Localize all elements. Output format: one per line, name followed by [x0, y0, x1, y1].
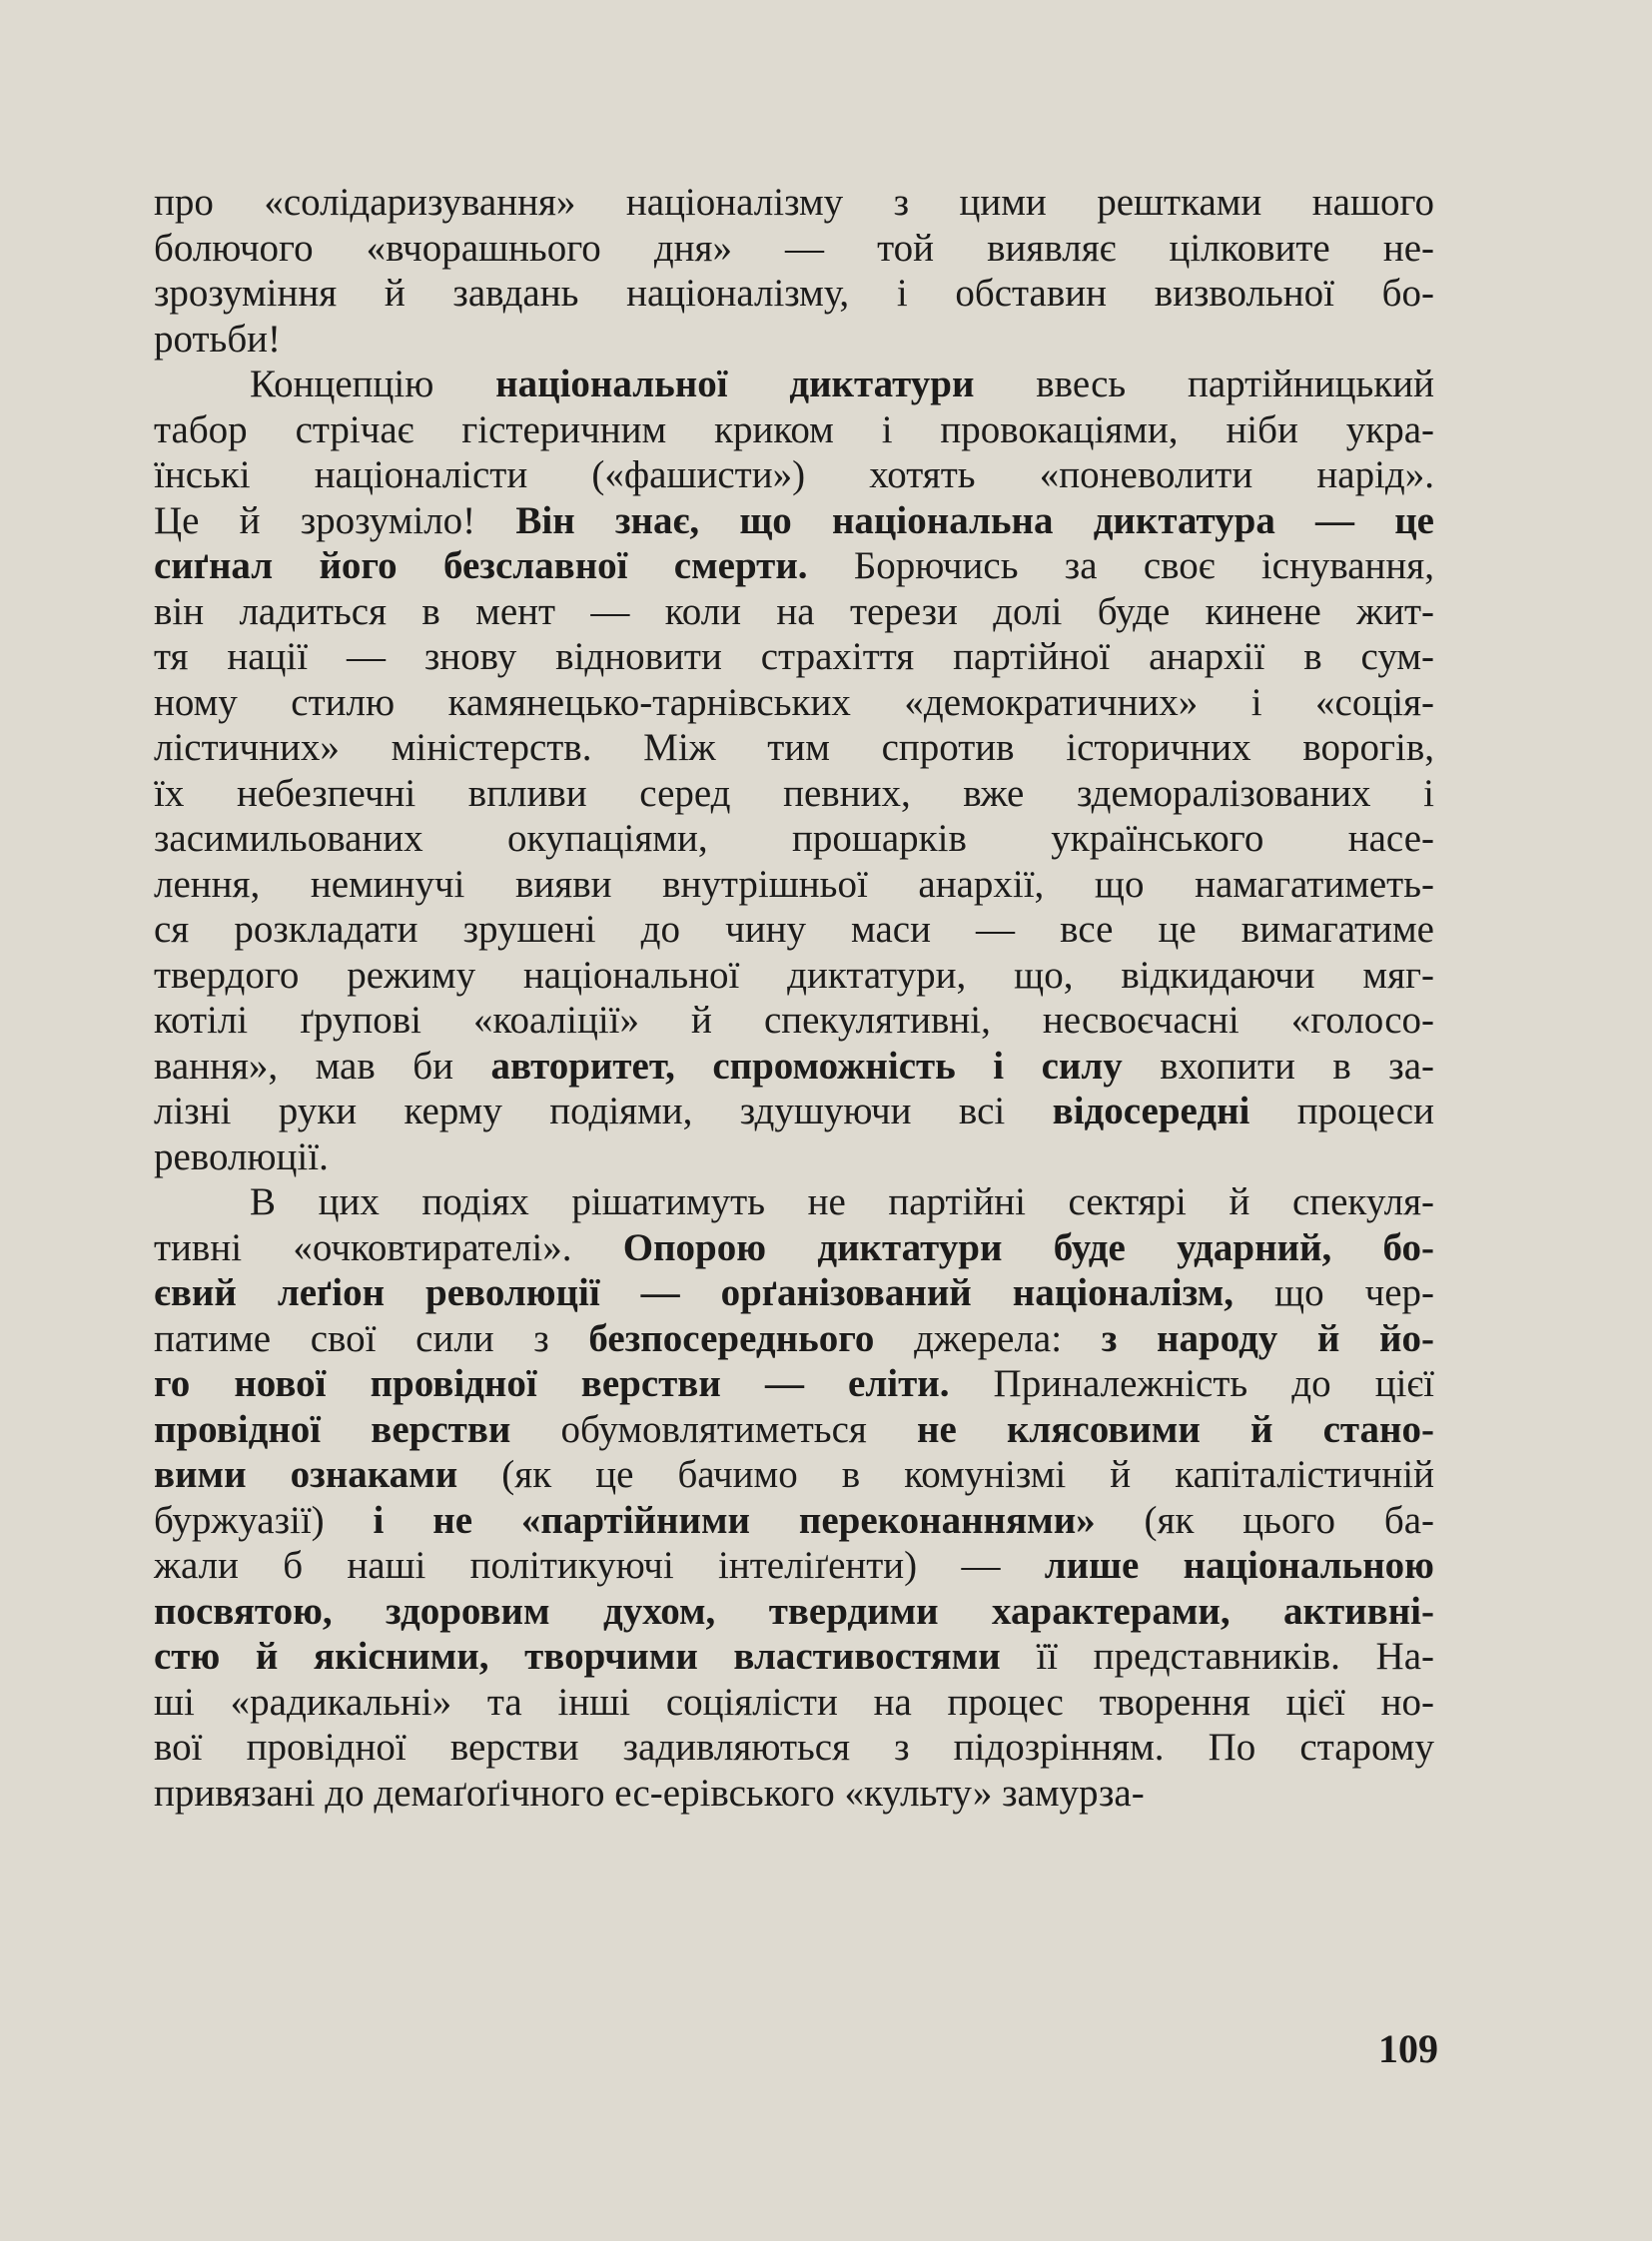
text-line	[154, 1680, 1434, 1726]
bold-text-segment: стю й якісними, творчими властивостями	[154, 1635, 1001, 1678]
text-segment: буржуазії)	[154, 1498, 374, 1542]
text-segment: їх небезпечні впливи серед певних, вже здеморалізованих і	[154, 771, 1434, 815]
text-line	[154, 1361, 1434, 1407]
text-segment: лення, неминучі вияви внутрішньої анархії, що намагатиметь-	[154, 862, 1434, 906]
text-segment: її представників. На-	[1000, 1635, 1435, 1678]
bold-text-segment: Опорою диктатури буде ударний, бо-	[622, 1225, 1434, 1269]
bold-text-segment: Він знає, що національна диктатура — це	[515, 498, 1434, 542]
text-line	[154, 1044, 1434, 1090]
bold-text-segment: го нової провідної верстви — еліти.	[154, 1362, 950, 1405]
text-segment: їнські націоналісти («фашисти») хотять «поневолити нарід».	[154, 453, 1434, 496]
text-segment: табор стрічає гістеричним криком і провокаціями, ніби укра-	[154, 407, 1434, 451]
bold-text-segment: не клясовими й стано-	[917, 1407, 1435, 1451]
text-line	[154, 680, 1434, 726]
text-segment: Приналежність до цієї	[949, 1362, 1434, 1405]
bold-text-segment: євий леґіон революції — орґанізований націоналізм,	[154, 1271, 1235, 1314]
text-line	[154, 271, 1434, 317]
text-line	[154, 634, 1434, 680]
text-segment: (як цього ба-	[1095, 1498, 1434, 1542]
text-segment: засимильованих окупаціями, прошарків українського насе-	[154, 817, 1434, 860]
bold-text-segment: лише національною	[1044, 1544, 1434, 1587]
text-line	[154, 180, 1434, 226]
text-line	[154, 953, 1434, 999]
text-line	[154, 317, 1434, 363]
text-segment: він ладиться в мент — коли на терези долі буде кинене жит-	[154, 589, 1434, 633]
text-segment: ному стилю камянецько-тарнівських «демократичних» і «соція-	[154, 680, 1434, 724]
text-segment: що чер-	[1234, 1271, 1434, 1314]
text-line	[154, 1089, 1434, 1134]
text-line	[154, 1179, 1434, 1225]
text-segment: патиме свої сили з	[154, 1316, 589, 1360]
text-segment: революції.	[154, 1134, 329, 1178]
text-line	[154, 998, 1434, 1044]
text-line	[154, 1634, 1434, 1680]
bold-text-segment: посвятою, здоровим духом, твердими характерами, активні-	[154, 1589, 1434, 1633]
text-line	[154, 452, 1434, 498]
text-segment: твердого режиму національної диктатури, що, відкидаючи мяг-	[154, 953, 1434, 997]
text-segment: ся розкладати зрушені до чину маси — все це вимагатиме	[154, 908, 1434, 951]
text-line	[154, 543, 1434, 589]
paragraph-2	[154, 362, 1434, 1179]
text-segment: лістичних» міністерств. Між тим спротив історичних ворогів,	[154, 726, 1434, 769]
text-line	[154, 1771, 1434, 1817]
bold-text-segment: і не «партійними переконаннями»	[373, 1498, 1096, 1542]
text-segment: котілі ґрупові «коаліції» й спекулятивні, несвоєчасні «голосо-	[154, 999, 1434, 1042]
text-line	[154, 407, 1434, 453]
text-segment: джерела:	[874, 1316, 1102, 1360]
text-segment: вання», мав би	[154, 1044, 491, 1088]
text-line	[154, 816, 1434, 862]
text-segment: тивні «очковтирателі».	[154, 1225, 623, 1269]
text-line	[154, 1589, 1434, 1635]
bold-text-segment: авторитет, спроможність і силу	[490, 1044, 1123, 1088]
page-number: 109	[1378, 2026, 1438, 2071]
text-segment: ші «радикальні» та інші соціялісти на процес творення цієї но-	[154, 1680, 1434, 1724]
bold-text-segment: національної диктатури	[495, 363, 975, 405]
text-line	[154, 1316, 1434, 1362]
text-line	[154, 362, 1434, 407]
text-segment: В цих подіях рішатимуть не партійні сектярі й спекуля-	[250, 1180, 1434, 1223]
text-line	[154, 589, 1434, 635]
text-line	[154, 226, 1434, 272]
text-line	[154, 1543, 1434, 1589]
text-segment: жали б наші політикуючі інтеліґенти) —	[154, 1544, 1045, 1587]
text-line	[154, 771, 1434, 817]
text-segment: Концепцію	[250, 363, 496, 405]
text-segment: про «солідаризування» націоналізму з цими рештками нашого	[154, 181, 1434, 224]
text-line	[154, 1452, 1434, 1498]
text-segment: ротьби!	[154, 317, 282, 361]
text-segment: зрозуміння й завдань націоналізму, і обставин визвольної бо-	[154, 272, 1434, 315]
bold-text-segment: відосередні	[1052, 1090, 1250, 1132]
text-line	[154, 1225, 1434, 1271]
text-line	[154, 498, 1434, 544]
text-segment: Це й зрозуміло!	[154, 498, 516, 542]
text-segment: вої провідної верстви задивляються з підозрінням. По старому	[154, 1726, 1434, 1769]
text-segment: Борючись за своє існування,	[807, 544, 1434, 587]
text-segment: вхопити в за-	[1122, 1044, 1434, 1088]
bold-text-segment: вими ознаками	[154, 1453, 458, 1496]
text-segment: (як це бачимо в комунізмі й капіталістичній	[457, 1453, 1434, 1496]
bold-text-segment: сиґнал його безславної смерти.	[154, 544, 808, 587]
page-text	[154, 180, 1434, 1816]
text-segment: тя нації — знову відновити страхіття партійної анархії в сум-	[154, 635, 1434, 678]
text-line	[154, 1725, 1434, 1771]
text-segment: болючого «вчорашнього дня» — той виявляє цілковите не-	[154, 226, 1434, 270]
text-segment: процеси	[1249, 1090, 1434, 1132]
text-line	[154, 1270, 1434, 1316]
text-segment: лізні руки керму подіями, здушуючи всі	[154, 1090, 1053, 1132]
bold-text-segment: безпосереднього	[588, 1316, 875, 1360]
text-segment: ввесь партійницький	[974, 363, 1435, 405]
paragraph-1	[154, 180, 1434, 362]
text-line	[154, 862, 1434, 908]
text-segment: обумовлятиметься	[510, 1407, 917, 1451]
text-segment: привязані до демаґоґічного ес-ерівського «культу» замурза-	[154, 1771, 1145, 1815]
text-line	[154, 1134, 1434, 1180]
text-line	[154, 907, 1434, 953]
bold-text-segment: провідної верстви	[154, 1407, 511, 1451]
text-line	[154, 1407, 1434, 1453]
paragraph-3	[154, 1179, 1434, 1816]
text-line	[154, 1498, 1434, 1544]
text-line	[154, 725, 1434, 771]
bold-text-segment: з народу й йо-	[1101, 1316, 1434, 1360]
